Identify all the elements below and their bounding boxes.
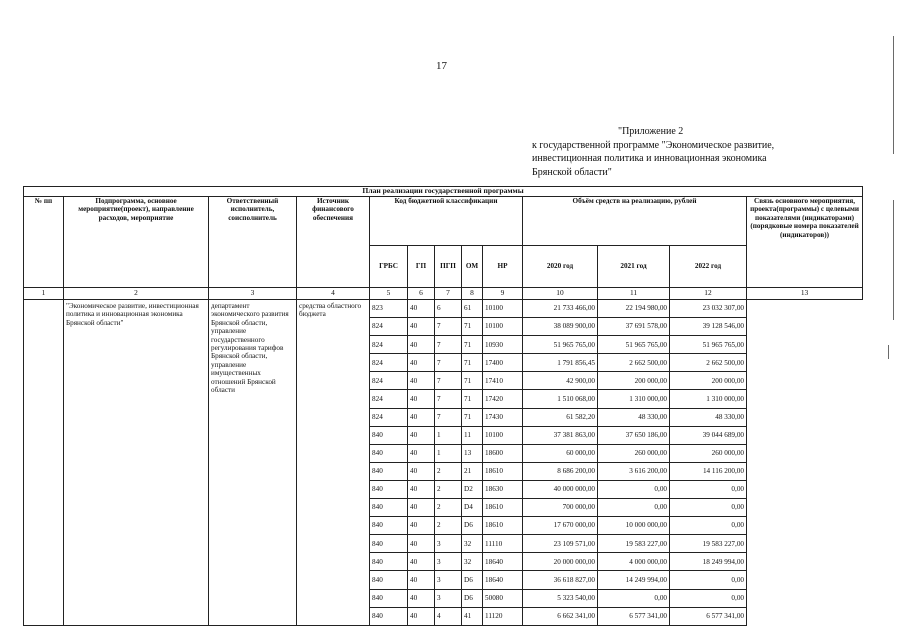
- cell-subprogram: "Экономическое развитие, инвестиционная политика и инновационная экономика Брянской области": [64, 300, 209, 626]
- cell-2022: 23 032 307,00: [670, 300, 747, 318]
- cell-gp: 40: [408, 535, 435, 553]
- col-header-2020: 2020 год: [523, 246, 598, 288]
- col-header-num: № пп: [24, 197, 64, 288]
- cell-nr: 17400: [483, 354, 523, 372]
- cell-gp: 40: [408, 318, 435, 336]
- cell-link: [747, 517, 863, 535]
- cell-pgp: 2: [435, 499, 462, 517]
- cell-2020: 21 733 466,00: [523, 300, 598, 318]
- column-number: 3: [209, 288, 297, 300]
- cell-2022: 1 310 000,00: [670, 390, 747, 408]
- cell-link: [747, 480, 863, 498]
- cell-2020: 36 618 827,00: [523, 571, 598, 589]
- cell-pgp: 3: [435, 553, 462, 571]
- cell-2021: 200 000,00: [598, 372, 670, 390]
- cell-grbs: 824: [370, 318, 408, 336]
- cell-2021: 0,00: [598, 480, 670, 498]
- cell-gp: 40: [408, 408, 435, 426]
- cell-om: 61: [462, 300, 483, 318]
- cell-om: D6: [462, 517, 483, 535]
- cell-grbs: 840: [370, 553, 408, 571]
- cell-2020: 38 089 900,00: [523, 318, 598, 336]
- cell-grbs: 824: [370, 390, 408, 408]
- col-header-link: Связь основного мероприятия, проекта(программы) с целевыми показателями (индикаторами) (порядковые номера показателей (индикаторов)): [747, 197, 863, 288]
- cell-gp: 40: [408, 589, 435, 607]
- cell-2020: 1 510 068,00: [523, 390, 598, 408]
- cell-nr: 18640: [483, 553, 523, 571]
- cell-2022: 260 000,00: [670, 444, 747, 462]
- cell-grbs: 840: [370, 517, 408, 535]
- cell-gp: 40: [408, 462, 435, 480]
- cell-pgp: 2: [435, 517, 462, 535]
- cell-om: 32: [462, 535, 483, 553]
- col-header-gp: ГП: [408, 246, 435, 288]
- cell-nr: 10100: [483, 426, 523, 444]
- cell-2022: 48 330,00: [670, 408, 747, 426]
- cell-2021: 19 583 227,00: [598, 535, 670, 553]
- cell-2020: 6 662 341,00: [523, 607, 598, 625]
- cell-link: [747, 300, 863, 318]
- cell-grbs: 840: [370, 462, 408, 480]
- cell-om: 71: [462, 318, 483, 336]
- cell-gp: 40: [408, 553, 435, 571]
- cell-grbs: 840: [370, 480, 408, 498]
- cell-pgp: 2: [435, 480, 462, 498]
- cell-pgp: 1: [435, 444, 462, 462]
- cell-grbs: 824: [370, 336, 408, 354]
- column-number: 4: [297, 288, 370, 300]
- cell-grbs: 840: [370, 426, 408, 444]
- cell-nr: 17410: [483, 372, 523, 390]
- cell-2022: 51 965 765,00: [670, 336, 747, 354]
- cell-gp: 40: [408, 372, 435, 390]
- cell-grbs: 840: [370, 589, 408, 607]
- appendix-line-2: к государственной программе "Экономическое развитие,: [532, 139, 775, 151]
- cell-2021: 2 662 500,00: [598, 354, 670, 372]
- cell-2022: 39 044 689,00: [670, 426, 747, 444]
- cell-om: 71: [462, 354, 483, 372]
- plan-table: [23, 186, 863, 626]
- cell-2021: 3 616 200,00: [598, 462, 670, 480]
- scan-artifact-line: [888, 345, 889, 359]
- cell-om: D6: [462, 571, 483, 589]
- col-header-2022: 2022 год: [670, 246, 747, 288]
- cell-2022: 0,00: [670, 589, 747, 607]
- column-number: 1: [24, 288, 64, 300]
- cell-2021: 260 000,00: [598, 444, 670, 462]
- col-header-responsible: Ответственный исполнитель, соисполнитель: [209, 197, 297, 288]
- cell-nr: 18610: [483, 499, 523, 517]
- cell-om: 21: [462, 462, 483, 480]
- cell-nr: 18600: [483, 444, 523, 462]
- cell-link: [747, 571, 863, 589]
- cell-pgp: 3: [435, 535, 462, 553]
- cell-grbs: 823: [370, 300, 408, 318]
- cell-grbs: 840: [370, 535, 408, 553]
- cell-om: 71: [462, 390, 483, 408]
- cell-2020: 23 109 571,00: [523, 535, 598, 553]
- col-header-nr: НР: [483, 246, 523, 288]
- column-number: 13: [747, 288, 863, 300]
- table-title: План реализации государственной программы: [24, 187, 863, 197]
- col-header-subprogram: Подпрограмма, основное мероприятие(проект), направление расходов, мероприятие: [64, 197, 209, 288]
- cell-2021: 0,00: [598, 499, 670, 517]
- cell-link: [747, 535, 863, 553]
- cell-pgp: 4: [435, 607, 462, 625]
- col-header-source: Источник финансового обеспечения: [297, 197, 370, 288]
- cell-gp: 40: [408, 300, 435, 318]
- cell-link: [747, 607, 863, 625]
- cell-gp: 40: [408, 607, 435, 625]
- cell-2020: 700 000,00: [523, 499, 598, 517]
- cell-2022: 6 577 341,00: [670, 607, 747, 625]
- cell-2021: 0,00: [598, 589, 670, 607]
- cell-2021: 14 249 994,00: [598, 571, 670, 589]
- column-number: 10: [523, 288, 598, 300]
- column-number: 5: [370, 288, 408, 300]
- cell-grbs: 840: [370, 499, 408, 517]
- col-header-2021: 2021 год: [598, 246, 670, 288]
- cell-om: 13: [462, 444, 483, 462]
- column-number: 8: [462, 288, 483, 300]
- col-header-grbs: ГРБС: [370, 246, 408, 288]
- cell-nr: 17430: [483, 408, 523, 426]
- cell-2020: 51 965 765,00: [523, 336, 598, 354]
- cell-nr: 18640: [483, 571, 523, 589]
- cell-pgp: 7: [435, 372, 462, 390]
- cell-2021: 10 000 000,00: [598, 517, 670, 535]
- cell-2022: 200 000,00: [670, 372, 747, 390]
- cell-2022: 0,00: [670, 499, 747, 517]
- cell-link: [747, 499, 863, 517]
- cell-om: D6: [462, 589, 483, 607]
- cell-pgp: 7: [435, 336, 462, 354]
- cell-2020: 42 900,00: [523, 372, 598, 390]
- cell-2021: 22 194 980,00: [598, 300, 670, 318]
- cell-2020: 60 000,00: [523, 444, 598, 462]
- cell-2021: 6 577 341,00: [598, 607, 670, 625]
- cell-link: [747, 372, 863, 390]
- appendix-header: [532, 125, 862, 179]
- cell-2020: 61 582,20: [523, 408, 598, 426]
- cell-link: [747, 426, 863, 444]
- cell-pgp: 7: [435, 318, 462, 336]
- cell-link: [747, 390, 863, 408]
- cell-2021: 48 330,00: [598, 408, 670, 426]
- cell-2022: 19 583 227,00: [670, 535, 747, 553]
- table-row: [24, 300, 863, 318]
- cell-gp: 40: [408, 480, 435, 498]
- cell-2022: 0,00: [670, 480, 747, 498]
- cell-2020: 1 791 856,45: [523, 354, 598, 372]
- cell-source: средства областного бюджета: [297, 300, 370, 626]
- cell-pgp: 3: [435, 571, 462, 589]
- cell-om: 71: [462, 372, 483, 390]
- cell-gp: 40: [408, 444, 435, 462]
- cell-2021: 4 000 000,00: [598, 553, 670, 571]
- cell-grbs: 824: [370, 408, 408, 426]
- cell-nr: 10100: [483, 300, 523, 318]
- cell-nr: 50080: [483, 589, 523, 607]
- cell-2020: 5 323 540,00: [523, 589, 598, 607]
- cell-gp: 40: [408, 336, 435, 354]
- cell-2020: 8 686 200,00: [523, 462, 598, 480]
- cell-nr: 10100: [483, 318, 523, 336]
- cell-gp: 40: [408, 517, 435, 535]
- column-number: 2: [64, 288, 209, 300]
- cell-pgp: 3: [435, 589, 462, 607]
- col-header-pgp: ПГП: [435, 246, 462, 288]
- cell-om: 71: [462, 408, 483, 426]
- page-number: 17: [436, 60, 447, 72]
- cell-nr: 11120: [483, 607, 523, 625]
- cell-link: [747, 354, 863, 372]
- cell-om: 41: [462, 607, 483, 625]
- cell-2022: 0,00: [670, 517, 747, 535]
- cell-link: [747, 318, 863, 336]
- cell-nr: 10930: [483, 336, 523, 354]
- cell-gp: 40: [408, 390, 435, 408]
- cell-grbs: 824: [370, 372, 408, 390]
- cell-2021: 51 965 765,00: [598, 336, 670, 354]
- appendix-line-4: Брянской области": [532, 166, 612, 178]
- cell-2021: 1 310 000,00: [598, 390, 670, 408]
- cell-om: 71: [462, 336, 483, 354]
- cell-responsible: департамент экономического развития Брянской области, управление государственного регулирования тарифов Брянской области, управление имущественных отношений Брянской области: [209, 300, 297, 626]
- cell-gp: 40: [408, 499, 435, 517]
- cell-2021: 37 650 186,00: [598, 426, 670, 444]
- cell-nr: 11110: [483, 535, 523, 553]
- appendix-line-1: "Приложение 2: [618, 126, 684, 137]
- cell-link: [747, 462, 863, 480]
- cell-2020: 37 381 863,00: [523, 426, 598, 444]
- cell-2020: 20 000 000,00: [523, 553, 598, 571]
- column-number: 7: [435, 288, 462, 300]
- cell-gp: 40: [408, 354, 435, 372]
- scan-artifact-line: [893, 36, 894, 154]
- cell-gp: 40: [408, 426, 435, 444]
- column-number: 12: [670, 288, 747, 300]
- cell-2022: 39 128 546,00: [670, 318, 747, 336]
- cell-nr: 18610: [483, 462, 523, 480]
- cell-pgp: 7: [435, 408, 462, 426]
- cell-pgp: 7: [435, 390, 462, 408]
- cell-2021: 37 691 578,00: [598, 318, 670, 336]
- plan-table-body: [24, 300, 863, 626]
- col-header-om: ОМ: [462, 246, 483, 288]
- cell-link: [747, 553, 863, 571]
- cell-link: [747, 589, 863, 607]
- cell-num: [24, 300, 64, 626]
- cell-pgp: 6: [435, 300, 462, 318]
- cell-pgp: 7: [435, 354, 462, 372]
- scan-artifact-line: [893, 200, 894, 320]
- col-header-budget-code: Код бюджетной классификации: [370, 197, 523, 246]
- cell-nr: 17420: [483, 390, 523, 408]
- cell-grbs: 840: [370, 607, 408, 625]
- cell-om: D2: [462, 480, 483, 498]
- cell-grbs: 840: [370, 444, 408, 462]
- column-number: 6: [408, 288, 435, 300]
- cell-2020: 17 670 000,00: [523, 517, 598, 535]
- cell-nr: 18630: [483, 480, 523, 498]
- cell-2022: 2 662 500,00: [670, 354, 747, 372]
- cell-2022: 18 249 994,00: [670, 553, 747, 571]
- cell-2022: 0,00: [670, 571, 747, 589]
- cell-gp: 40: [408, 571, 435, 589]
- column-number-row: [24, 288, 863, 300]
- cell-om: 32: [462, 553, 483, 571]
- appendix-line-3: инвестиционная политика и инновационная экономика: [532, 153, 767, 164]
- column-number: 11: [598, 288, 670, 300]
- cell-pgp: 1: [435, 426, 462, 444]
- cell-link: [747, 444, 863, 462]
- cell-om: 11: [462, 426, 483, 444]
- cell-grbs: 824: [370, 354, 408, 372]
- cell-pgp: 2: [435, 462, 462, 480]
- col-header-volume: Объём средств на реализацию, рублей: [523, 197, 747, 246]
- column-number: 9: [483, 288, 523, 300]
- cell-link: [747, 336, 863, 354]
- cell-2022: 14 116 200,00: [670, 462, 747, 480]
- cell-om: D4: [462, 499, 483, 517]
- cell-grbs: 840: [370, 571, 408, 589]
- cell-nr: 18610: [483, 517, 523, 535]
- cell-2020: 40 000 000,00: [523, 480, 598, 498]
- cell-link: [747, 408, 863, 426]
